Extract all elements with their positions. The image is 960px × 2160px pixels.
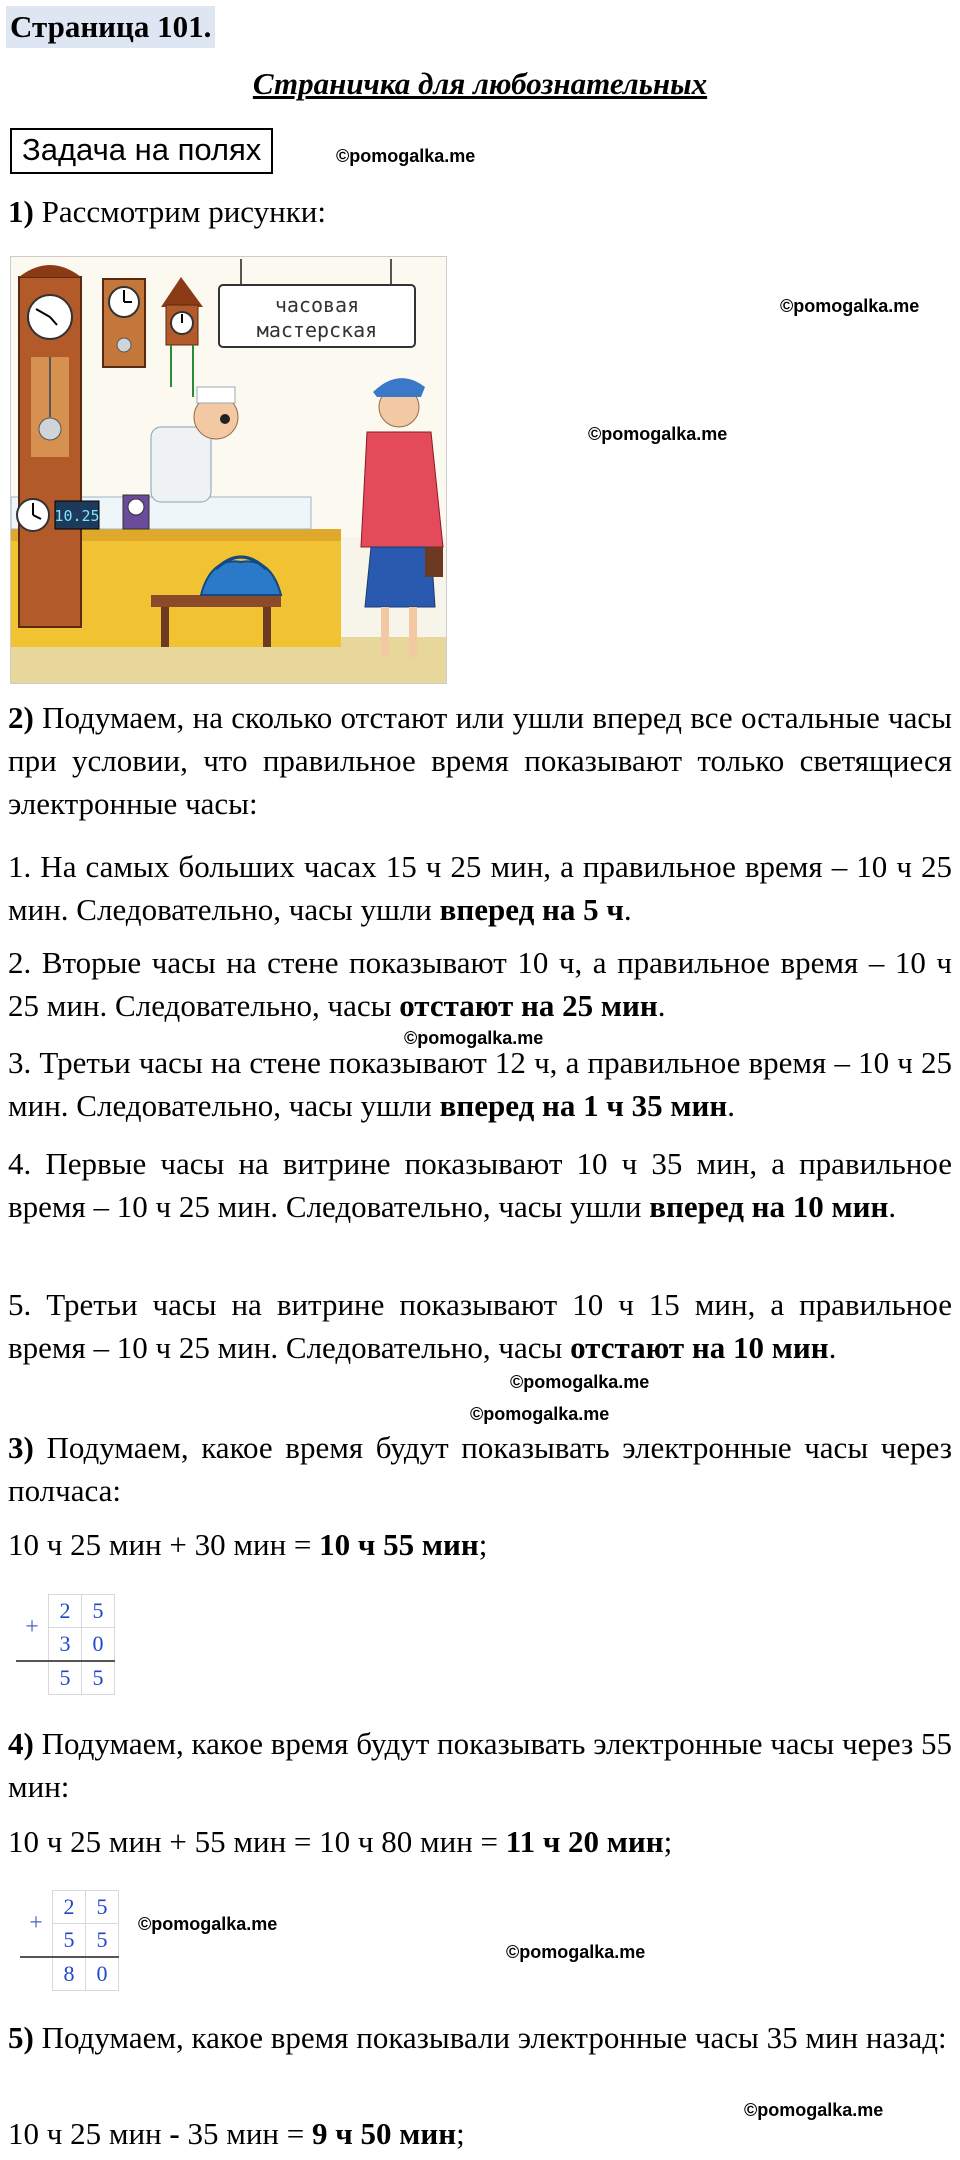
digital-clock-icon <box>54 501 99 529</box>
step-5: 5) Подумаем, какое время показывали электронные часы 35 мин назад: <box>8 2020 947 2055</box>
page-title: Страница 101. <box>6 6 215 48</box>
step-2: 2) Подумаем, на сколько отстают или ушли вперед все остальные часы при условии, что правильное время показывают только светящиеся электронные часы: <box>8 700 952 821</box>
alarm-clock-icon <box>17 499 49 531</box>
watermark: ©pomogalka.me <box>780 296 920 316</box>
step-5-equation: 10 ч 25 мин - 35 мин = 9 ч 50 мин; <box>8 2116 465 2151</box>
sign-line-1: часовая <box>274 293 360 317</box>
task-label: Задача на полях <box>10 128 273 174</box>
watermark: ©pomogalka.me <box>404 1028 544 1048</box>
digital-clock-value: 10.25 <box>54 507 100 525</box>
list-item-5: 5. Третьи часы на витрине показывают 10 ч 15 мин, а правильное время – 10 ч 25 мин. Следовательно, часы отстают на 10 мин. <box>8 1287 952 1365</box>
clock-workshop-illustration <box>10 256 447 684</box>
sign-line-2: мастерская <box>256 318 378 342</box>
watermark: ©pomogalka.me <box>510 1372 650 1392</box>
step-4: 4) Подумаем, какое время будут показывать электронные часы через 55 мин: <box>8 1726 952 1804</box>
watermark: ©pomogalka.me <box>138 1914 278 1934</box>
step-3: 3) Подумаем, какое время будут показывать электронные часы через полчаса: <box>8 1430 952 1508</box>
column-addition-2: + 2 5 5 5 8 0 <box>20 1890 119 1991</box>
table-clock-icon <box>123 495 149 529</box>
column-addition-1: + 2 5 3 0 5 5 <box>16 1594 115 1695</box>
list-item-2: 2. Вторые часы на стене показывают 10 ч, а правильное время – 10 ч 25 мин. Следовательно, часы отстают на 25 мин. <box>8 945 952 1023</box>
watermark: ©pomogalka.me <box>506 1942 646 1962</box>
step-3-equation: 10 ч 25 мин + 30 мин = 10 ч 55 мин; <box>8 1527 488 1562</box>
step-1: 1) Рассмотрим рисунки: <box>8 194 326 229</box>
watermark: ©pomogalka.me <box>336 146 476 166</box>
wall-clock-icon <box>103 279 145 367</box>
step-4-equation: 10 ч 25 мин + 55 мин = 10 ч 80 мин = 11 ч 20 мин; <box>8 1824 673 1859</box>
list-item-4: 4. Первые часы на витрине показывают 10 ч 35 мин, а правильное время – 10 ч 25 мин. Следовательно, часы ушли вперед на 10 мин. <box>8 1146 952 1224</box>
watermark: ©pomogalka.me <box>588 424 728 444</box>
list-item-3: 3. Третьи часы на стене показывают 12 ч, а правильное время – 10 ч 25 мин. Следовательно, часы ушли вперед на 1 ч 35 мин. <box>8 1045 952 1123</box>
list-item-1: 1. На самых больших часах 15 ч 25 мин, а правильное время – 10 ч 25 мин. Следовательно, часы ушли вперед на 5 ч. <box>8 849 952 927</box>
grandfather-clock-icon <box>19 265 81 627</box>
watermark: ©pomogalka.me <box>744 2100 884 2120</box>
watermark: ©pomogalka.me <box>470 1404 610 1424</box>
section-title: Страничка для любознательных <box>252 66 708 101</box>
